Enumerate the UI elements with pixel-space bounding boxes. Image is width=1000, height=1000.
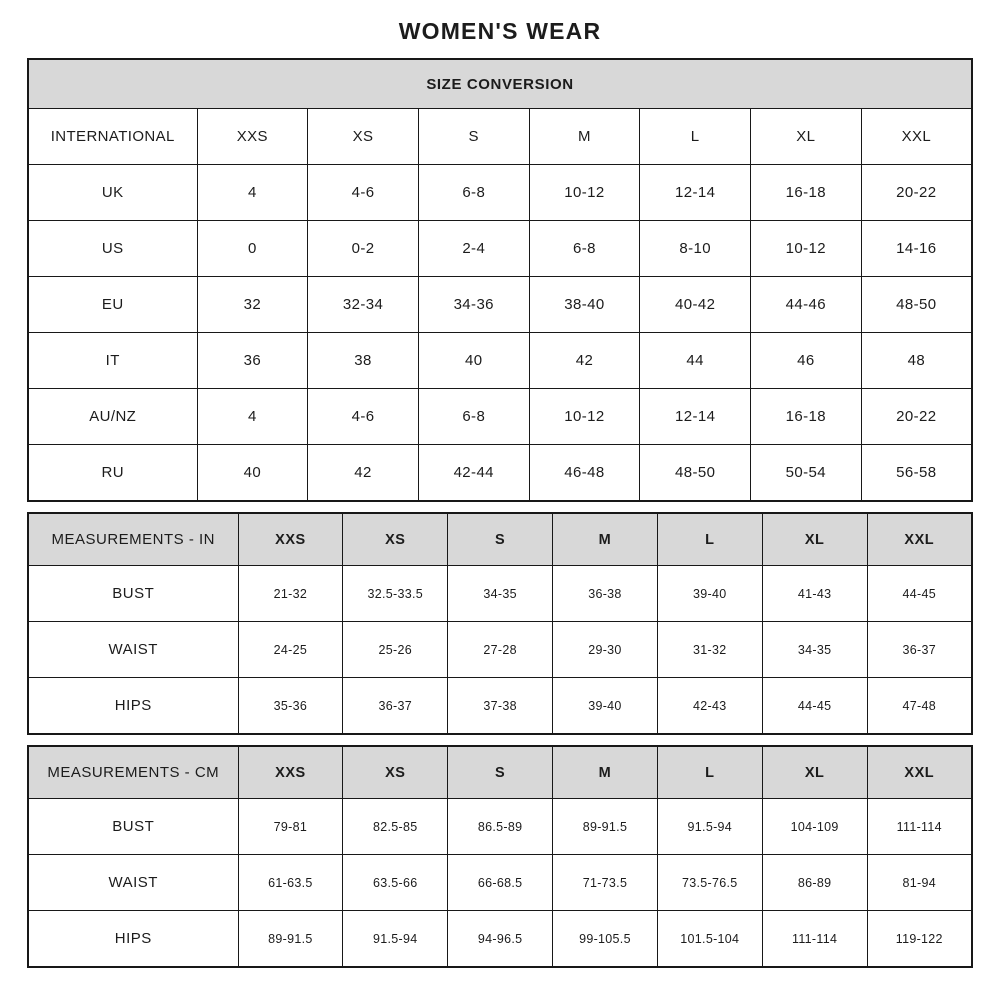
- row-label: WAIST: [28, 622, 238, 678]
- table-row: [28, 678, 972, 735]
- table-cell: 16-18: [751, 389, 862, 445]
- table-cell: 41-43: [762, 566, 867, 622]
- table-cell: 40: [197, 445, 308, 502]
- column-header: L: [657, 513, 762, 566]
- table-cell: 10-12: [529, 165, 640, 221]
- table-row: [28, 799, 972, 855]
- table-cell: 63.5-66: [343, 855, 448, 911]
- row-label: HIPS: [28, 678, 238, 735]
- table-cell: 44: [640, 333, 751, 389]
- table-cell: 32.5-33.5: [343, 566, 448, 622]
- table-cell: 12-14: [640, 165, 751, 221]
- table-cell: 44-45: [762, 678, 867, 735]
- table-cell: 34-35: [762, 622, 867, 678]
- column-header: S: [448, 513, 553, 566]
- table-cell: 48-50: [861, 277, 972, 333]
- table-cell: 25-26: [343, 622, 448, 678]
- table-cell: 39-40: [657, 566, 762, 622]
- table-cell: 8-10: [640, 221, 751, 277]
- table-cell: 6-8: [529, 221, 640, 277]
- table-cell: 27-28: [448, 622, 553, 678]
- table-cell: 36: [197, 333, 308, 389]
- table-cell: 20-22: [861, 165, 972, 221]
- table-cell: 46: [751, 333, 862, 389]
- column-header: S: [418, 109, 529, 165]
- table-row: [28, 389, 972, 445]
- header-row: [28, 513, 972, 566]
- table-cell: 89-91.5: [238, 911, 343, 968]
- column-header: M: [553, 746, 658, 799]
- column-header: XL: [751, 109, 862, 165]
- table-cell: 0: [197, 221, 308, 277]
- column-header: INTERNATIONAL: [28, 109, 197, 165]
- column-header: M: [529, 109, 640, 165]
- table-cell: 111-114: [762, 911, 867, 968]
- table-row: [28, 566, 972, 622]
- table-cell: 14-16: [861, 221, 972, 277]
- column-header: XL: [762, 513, 867, 566]
- table-cell: 4-6: [308, 165, 419, 221]
- table-cell: 21-32: [238, 566, 343, 622]
- table-cell: 86.5-89: [448, 799, 553, 855]
- column-header: M: [553, 513, 658, 566]
- table-cell: 82.5-85: [343, 799, 448, 855]
- table-cell: 36-37: [867, 622, 972, 678]
- table-cell: 39-40: [553, 678, 658, 735]
- row-label: US: [28, 221, 197, 277]
- table-cell: 10-12: [751, 221, 862, 277]
- table-cell: 42-43: [657, 678, 762, 735]
- table-row: [28, 445, 972, 502]
- table-cell: 44-45: [867, 566, 972, 622]
- table-cell: 89-91.5: [553, 799, 658, 855]
- row-label: EU: [28, 277, 197, 333]
- table-cell: 34-35: [448, 566, 553, 622]
- row-label: RU: [28, 445, 197, 502]
- table-cell: 91.5-94: [657, 799, 762, 855]
- table-cell: 38: [308, 333, 419, 389]
- column-header: S: [448, 746, 553, 799]
- table-cell: 6-8: [418, 165, 529, 221]
- table-cell: 66-68.5: [448, 855, 553, 911]
- size-conversion-title: SIZE CONVERSION: [28, 59, 972, 109]
- row-label: AU/NZ: [28, 389, 197, 445]
- table-cell: 101.5-104: [657, 911, 762, 968]
- table-row: [28, 277, 972, 333]
- table-cell: 16-18: [751, 165, 862, 221]
- table-cell: 44-46: [751, 277, 862, 333]
- table-cell: 61-63.5: [238, 855, 343, 911]
- column-header: XXS: [197, 109, 308, 165]
- table-row: [28, 622, 972, 678]
- column-header: MEASUREMENTS - CM: [28, 746, 238, 799]
- table-cell: 111-114: [867, 799, 972, 855]
- table-title-row: [28, 59, 972, 109]
- table-cell: 32: [197, 277, 308, 333]
- header-row: [28, 109, 972, 165]
- row-label: UK: [28, 165, 197, 221]
- table-row: [28, 165, 972, 221]
- measurements-in-table: [27, 512, 973, 735]
- table-cell: 4: [197, 165, 308, 221]
- column-header: XS: [308, 109, 419, 165]
- table-cell: 40-42: [640, 277, 751, 333]
- table-cell: 31-32: [657, 622, 762, 678]
- table-cell: 48: [861, 333, 972, 389]
- row-label: BUST: [28, 799, 238, 855]
- column-header: XL: [762, 746, 867, 799]
- table-cell: 42: [529, 333, 640, 389]
- table-cell: 24-25: [238, 622, 343, 678]
- table-cell: 79-81: [238, 799, 343, 855]
- measurements-cm-table: [27, 745, 973, 968]
- table-cell: 119-122: [867, 911, 972, 968]
- table-cell: 20-22: [861, 389, 972, 445]
- table-cell: 10-12: [529, 389, 640, 445]
- column-header: XS: [343, 746, 448, 799]
- table-row: [28, 855, 972, 911]
- header-row: [28, 746, 972, 799]
- table-cell: 81-94: [867, 855, 972, 911]
- table-cell: 50-54: [751, 445, 862, 502]
- table-cell: 94-96.5: [448, 911, 553, 968]
- table-cell: 48-50: [640, 445, 751, 502]
- table-cell: 91.5-94: [343, 911, 448, 968]
- table-cell: 46-48: [529, 445, 640, 502]
- column-header: XXL: [867, 513, 972, 566]
- size-conversion-table: [27, 58, 973, 502]
- table-row: [28, 221, 972, 277]
- table-cell: 104-109: [762, 799, 867, 855]
- column-header: XS: [343, 513, 448, 566]
- table-cell: 6-8: [418, 389, 529, 445]
- table-cell: 37-38: [448, 678, 553, 735]
- row-label: IT: [28, 333, 197, 389]
- table-cell: 32-34: [308, 277, 419, 333]
- table-row: [28, 333, 972, 389]
- table-cell: 42-44: [418, 445, 529, 502]
- table-cell: 2-4: [418, 221, 529, 277]
- table-cell: 38-40: [529, 277, 640, 333]
- table-cell: 36-38: [553, 566, 658, 622]
- table-cell: 34-36: [418, 277, 529, 333]
- column-header: L: [657, 746, 762, 799]
- row-label: BUST: [28, 566, 238, 622]
- table-cell: 99-105.5: [553, 911, 658, 968]
- table-cell: 29-30: [553, 622, 658, 678]
- row-label: WAIST: [28, 855, 238, 911]
- row-label: HIPS: [28, 911, 238, 968]
- column-header: XXS: [238, 746, 343, 799]
- table-cell: 40: [418, 333, 529, 389]
- table-cell: 12-14: [640, 389, 751, 445]
- table-cell: 86-89: [762, 855, 867, 911]
- table-cell: 73.5-76.5: [657, 855, 762, 911]
- column-header: XXL: [867, 746, 972, 799]
- table-cell: 42: [308, 445, 419, 502]
- column-header: L: [640, 109, 751, 165]
- table-cell: 56-58: [861, 445, 972, 502]
- table-cell: 0-2: [308, 221, 419, 277]
- column-header: MEASUREMENTS - IN: [28, 513, 238, 566]
- table-cell: 35-36: [238, 678, 343, 735]
- table-cell: 4: [197, 389, 308, 445]
- table-cell: 4-6: [308, 389, 419, 445]
- table-cell: 36-37: [343, 678, 448, 735]
- column-header: XXS: [238, 513, 343, 566]
- page-title: WOMEN'S WEAR: [398, 18, 602, 44]
- column-header: XXL: [861, 109, 972, 165]
- table-cell: 71-73.5: [553, 855, 658, 911]
- table-row: [28, 911, 972, 968]
- table-cell: 47-48: [867, 678, 972, 735]
